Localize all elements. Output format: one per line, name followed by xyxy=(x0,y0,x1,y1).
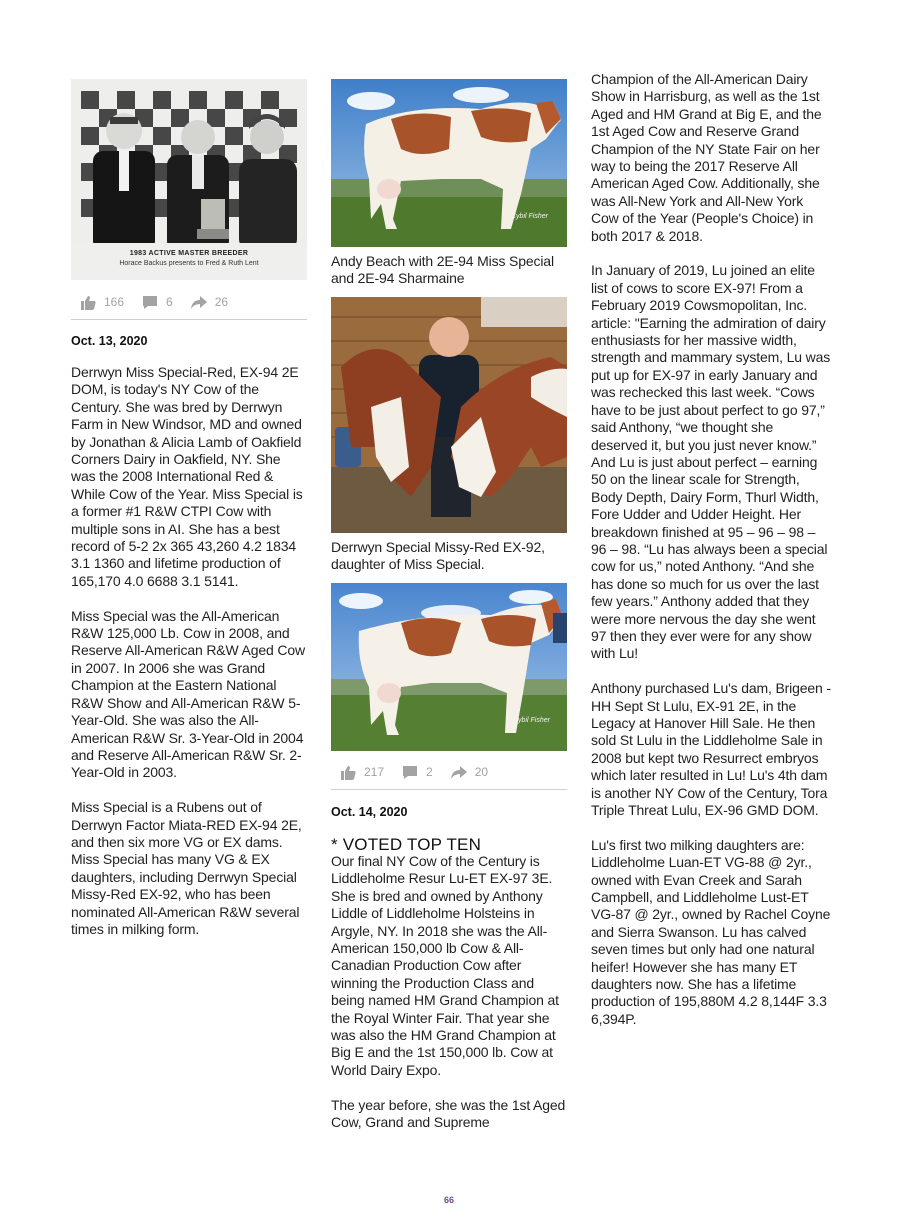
photo-caption-subtitle: Horace Backus presents to Fred & Ruth Lent xyxy=(119,260,259,267)
paragraph: Derrwyn Miss Special-Red, EX-94 2E DOM, is today's NY Cow of the Century. She was bred by Derrwyn Farm in New Windsor, MD and owned by Jonathan & Alicia Lamb of Oakfield Corners Dairy in Oakfield, NY. She was the 2008 International Red & While Cow of the Year. Miss Special is a former #1 R&W CTPI Cow with multiple sons in AI. She has a best record of 5-2 2x 365 43,260 4.2 1834 3.1 1360 and lifetime production of 165,170 4.0 6688 3.1 5141. xyxy=(71,364,303,589)
likes-stat[interactable] xyxy=(340,765,384,780)
paragraph: Our final NY Cow of the Century is Liddleholme Resur Lu-ET EX-97 3E. She is bred and owned by Anthony Liddle of Liddleholme Holsteins in Argyle, NY. In 2018 she was the All-American 150,000 lb Cow & All-Canadian Production Cow after winning the Production Class and being named HM Grand Champion at the Royal Winter Fair. That year she was also the HM Grand Champion at Big E and the 1st 150,000 lb. Cow at World Dairy Expo. xyxy=(331,853,559,1078)
comments-stat[interactable] xyxy=(402,765,433,780)
paragraph: In January of 2019, Lu joined an elite list of cows to score EX-97! From a February 2019 Cowsmopolitan, Inc. article: "Earning the admiration of dairy enthusiasts for her massive width, strength and mammary system, Lu was put up for EX-97 in early January and was rechecked this last week. “Cows have to be just about perfect to go 97,” said Anthony, “we thought she deserved it, but you just never know.” And Lu is just about perfect – earning 50 on the linear scale for Strength, Body Depth, Dairy Form, Thurl Width, Fore Udder and Udder Height. Her breakdown finished at 95 – 96 – 98 – 96 – 98. “Lu has always been a special cow for us,” noted Anthony. “And she has done so much for us over the last few years.” Anthony added that they were more nervous the day she went 97 then they ever were for any show with Lu! xyxy=(591,262,831,662)
comments-count: 6 xyxy=(166,295,173,309)
cow-photo-1 xyxy=(331,79,567,247)
post-date: Oct. 13, 2020 xyxy=(71,334,148,348)
photo-watermark: Cybil Fisher xyxy=(511,213,548,220)
likes-stat[interactable] xyxy=(80,295,124,310)
cow-photo-2 xyxy=(331,297,567,533)
divider xyxy=(71,319,307,320)
share-icon xyxy=(451,765,467,780)
paragraph: Miss Special is a Rubens out of Derrwyn Factor Miata-RED EX-94 2E, and then six more VG or EX dams. Miss Special has many VG & EX daughters, including Derrwyn Special Missy-Red EX-92, who has been nominated All-American R&W several times in milking form. xyxy=(71,799,302,937)
likes-count: 166 xyxy=(104,295,125,309)
comment-icon xyxy=(402,765,418,780)
thumbs-up-icon xyxy=(80,295,96,310)
article-column-1 xyxy=(71,364,308,956)
comments-count: 2 xyxy=(426,765,433,779)
shares-stat[interactable] xyxy=(191,295,228,310)
paragraph: Anthony purchased Lu's dam, Brigeen -HH Sept St Lulu, EX-91 2E, in the Legacy at Hanover Hill Sale. He then sold St Lulu in the Liddleholme Sale in 2008 but kept two Resurrect embryos which later resulted in Lu! Lu's 4th dam is another NY Cow of the Century, Tora Triple Threat Lulu, EX-96 GMD DOM. xyxy=(591,680,831,819)
paragraph: The year before, she was the 1st Aged Cow, Grand and Supreme xyxy=(331,1096,566,1131)
article-column-2 xyxy=(331,853,567,1149)
cow-photo-3 xyxy=(331,583,567,751)
social-bar xyxy=(340,760,506,784)
photo-caption-title: 1983 ACTIVE MASTER BREEDER xyxy=(129,250,249,257)
shares-stat[interactable] xyxy=(451,765,488,780)
likes-count: 217 xyxy=(364,765,385,779)
comments-stat[interactable] xyxy=(142,295,173,310)
paragraph: Champion of the All-American Dairy Show in Harrisburg, as well as the 1st Aged and HM Grand at Big E, and the 1st Aged Cow and Reserve Grand Champion of the NY State Fair on her way to being the 2017 Reserve All American Aged Cow. Additionally, she was All-New York and All-New York Cow of the Year (People's Choice) in both 2017 & 2018. xyxy=(591,71,822,244)
social-bar xyxy=(80,290,246,314)
voted-top-ten-heading: * VOTED TOP TEN xyxy=(331,835,482,854)
award-photo xyxy=(71,79,307,280)
share-icon xyxy=(191,295,207,310)
shares-count: 26 xyxy=(214,295,229,309)
comment-icon xyxy=(142,295,158,310)
photo-caption: Andy Beach with 2E-94 Miss Special and 2E-94 Sharmaine xyxy=(331,253,554,287)
divider xyxy=(331,789,567,790)
shares-count: 20 xyxy=(474,765,489,779)
photo-watermark: Cybil Fisher xyxy=(513,717,550,724)
paragraph: Miss Special was the All-American R&W 125,000 Lb. Cow in 2008, and Reserve All-American R&W Aged Cow in 2007. In 2006 she was Grand Champion at the Eastern National R&W Show and All-American R&W 5-Year-Old. She was also the All-American R&W Sr. 3-Year-Old in 2004 and Reserve All-American R&W Sr. 2-Year-Old in 2003. xyxy=(71,607,305,781)
article-column-3 xyxy=(591,71,831,1046)
paragraph: Lu's first two milking daughters are: Liddleholme Luan-ET VG-88 @ 2yr., owned with Evan Creek and Sarah Campbell, and Liddleholme Lust-ET VG-87 @ 2yr., owned by Rachel Coyne and Sierra Swanson. Lu has calved seven times but only had one natural heifer! However she has many ET daughters now. She has a lifetime production of 195,880M 4.2 8,144F 3.3 6,394P. xyxy=(591,836,831,1027)
page-number: 66 xyxy=(443,1195,454,1205)
thumbs-up-icon xyxy=(340,765,356,780)
photo-caption: Derrwyn Special Missy-Red EX-92, daughter of Miss Special. xyxy=(331,539,545,573)
post-date: Oct. 14, 2020 xyxy=(331,805,408,819)
